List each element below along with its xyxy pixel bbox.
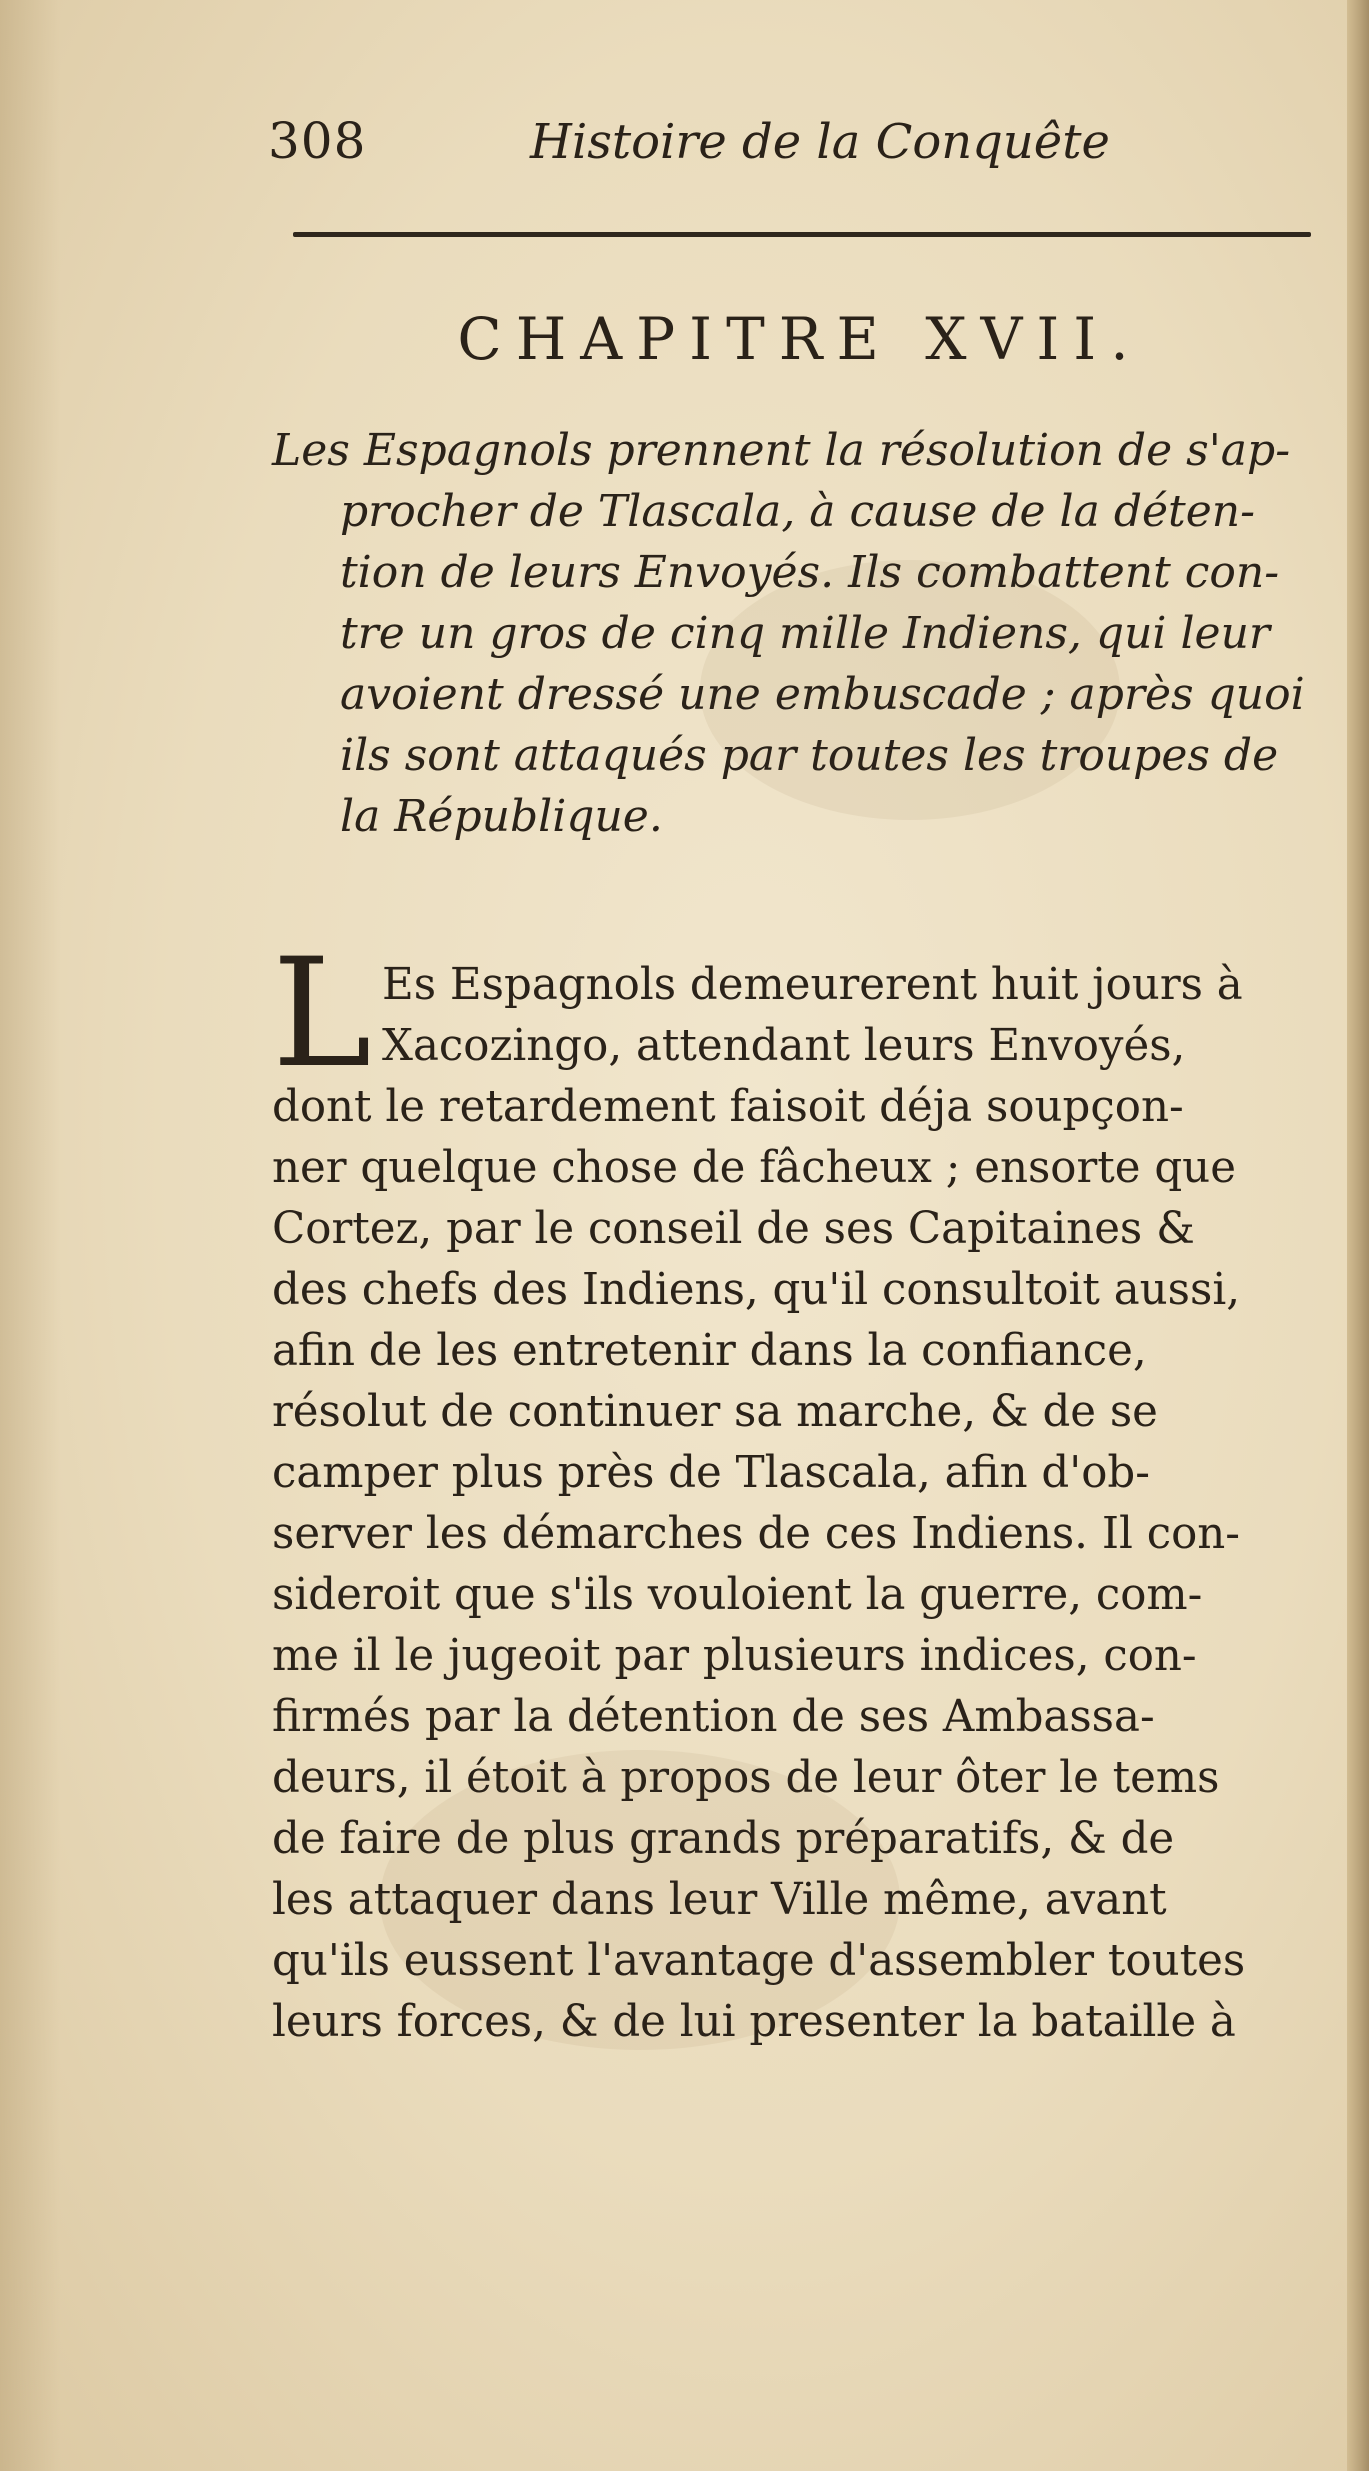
summary-line: ils sont attaqués par toutes les troupes de <box>340 730 1279 781</box>
header-rule <box>293 232 1311 237</box>
body-line: sideroit que s'ils vouloient la guerre, com- <box>272 1570 1203 1620</box>
body-line: deurs, il étoit à propos de leur ôter le tems <box>272 1753 1220 1803</box>
body-line: leurs forces, & de lui presenter la bataille à <box>272 1997 1236 2047</box>
body-line: Es Espagnols demeurerent huit jours à <box>382 960 1243 1010</box>
drop-cap: L <box>272 927 372 1101</box>
summary-line: tion de leurs Envoyés. Ils combattent con- <box>340 547 1280 598</box>
summary-line: la République. <box>340 791 663 842</box>
page-header <box>268 112 1318 172</box>
body-line: résolut de continuer sa marche, & de se <box>272 1387 1158 1437</box>
body-line: les attaquer dans leur Ville même, avant <box>272 1875 1167 1925</box>
body-line: qu'ils eussent l'avantage d'assembler toutes <box>272 1936 1246 1986</box>
page-edge-shadow <box>0 0 60 2471</box>
body-line: de faire de plus grands préparatifs, & de <box>272 1814 1175 1864</box>
chapter-summary <box>272 420 1312 847</box>
summary-line: tre un gros de cinq mille Indiens, qui leur <box>340 608 1270 659</box>
summary-line: Les Espagnols prennent la résolution de s'ap- <box>272 425 1291 476</box>
running-title: Histoire de la Conquête <box>530 114 1110 170</box>
body-line: des chefs des Indiens, qu'il consultoit aussi, <box>272 1265 1241 1315</box>
summary-line: procher de Tlascala, à cause de la déten- <box>340 486 1255 537</box>
body-line: camper plus près de Tlascala, afin d'ob- <box>272 1448 1150 1498</box>
body-line: dont le retardement faisoit déja soupçon- <box>272 1082 1184 1132</box>
book-gutter <box>1347 0 1369 2471</box>
body-line: me il le jugeoit par plusieurs indices, con- <box>272 1631 1197 1681</box>
page-number: 308 <box>268 112 367 170</box>
body-line: afin de les entretenir dans la confiance, <box>272 1326 1147 1376</box>
body-line: firmés par la détention de ses Ambassa- <box>272 1692 1155 1742</box>
body-text <box>272 955 1328 2053</box>
summary-line: avoient dressé une embuscade ; après quoi <box>340 669 1305 720</box>
chapter-title: CHAPITRE XVII. <box>457 305 1143 373</box>
body-line: Xacozingo, attendant leurs Envoyés, <box>382 1021 1186 1071</box>
body-line: Cortez, par le conseil de ses Capitaines & <box>272 1204 1195 1254</box>
body-line: ner quelque chose de fâcheux ; ensorte que <box>272 1143 1236 1193</box>
body-line: server les démarches de ces Indiens. Il con- <box>272 1509 1241 1559</box>
